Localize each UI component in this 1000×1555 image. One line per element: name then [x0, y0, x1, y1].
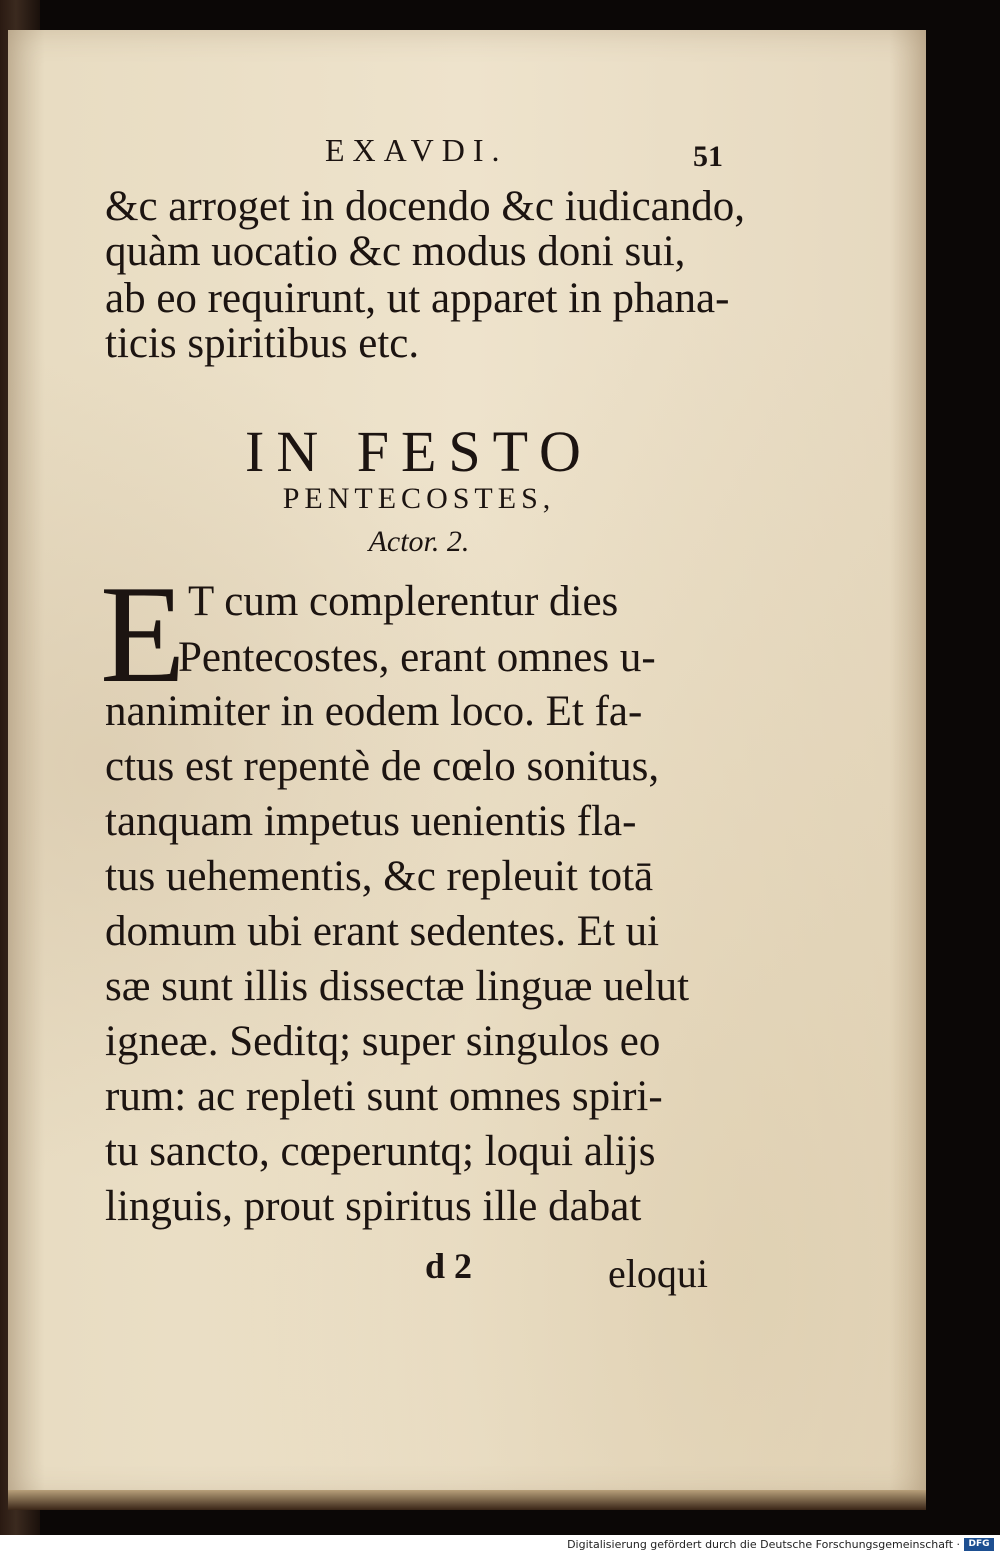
body-line: linguis, prout spiritus ille dabat [105, 1183, 642, 1230]
body-line: Pentecostes, erant omnes u- [178, 634, 656, 681]
body-line: tu sancto, cœperuntq; loqui alijs [105, 1128, 656, 1175]
body-line: ctus est repentè de cœlo sonitus, [105, 743, 660, 790]
top-line: quàm uocatio &c modus doni sui, [105, 228, 686, 275]
section-title: IN FESTO [245, 419, 593, 484]
page-edge [8, 1490, 926, 1510]
page-number: 51 [693, 140, 723, 173]
body-line: igneæ. Seditq; super singulos eo [105, 1018, 661, 1065]
body-line: rum: ac repleti sunt omnes spiri- [105, 1073, 663, 1120]
signature-mark: d 2 [425, 1246, 473, 1286]
top-line: ticis spiritibus etc. [105, 320, 420, 367]
section-subtitle: PENTECOSTES, [282, 482, 556, 515]
body-line: T cum complerentur dies [188, 578, 619, 625]
body-line: nanimiter in eodem loco. Et fa- [105, 688, 643, 735]
body-line: tus uehementis, &c repleuit totā [105, 853, 654, 900]
top-line: ab eo requirunt, ut apparet in phana- [105, 275, 730, 322]
body-line: tanquam impetus uenientis fla- [105, 798, 637, 845]
footer-bar [0, 1535, 1000, 1555]
body-line: domum ubi erant sedentes. Et ui [105, 908, 660, 955]
dfg-logo: DFG [964, 1538, 994, 1551]
footer-credit: Digitalisierung gefördert durch die Deutsche Forschungsgemeinschaft · [567, 1538, 960, 1551]
body-line: sæ sunt illis dissectæ linguæ uelut [105, 963, 690, 1010]
catchword: eloqui [608, 1251, 708, 1296]
drop-cap: E [100, 557, 186, 712]
section-reference: Actor. 2. [368, 525, 470, 558]
running-head: EXAVDI. [325, 132, 508, 168]
top-line: &c arroget in docendo &c iudicando, [105, 183, 746, 230]
